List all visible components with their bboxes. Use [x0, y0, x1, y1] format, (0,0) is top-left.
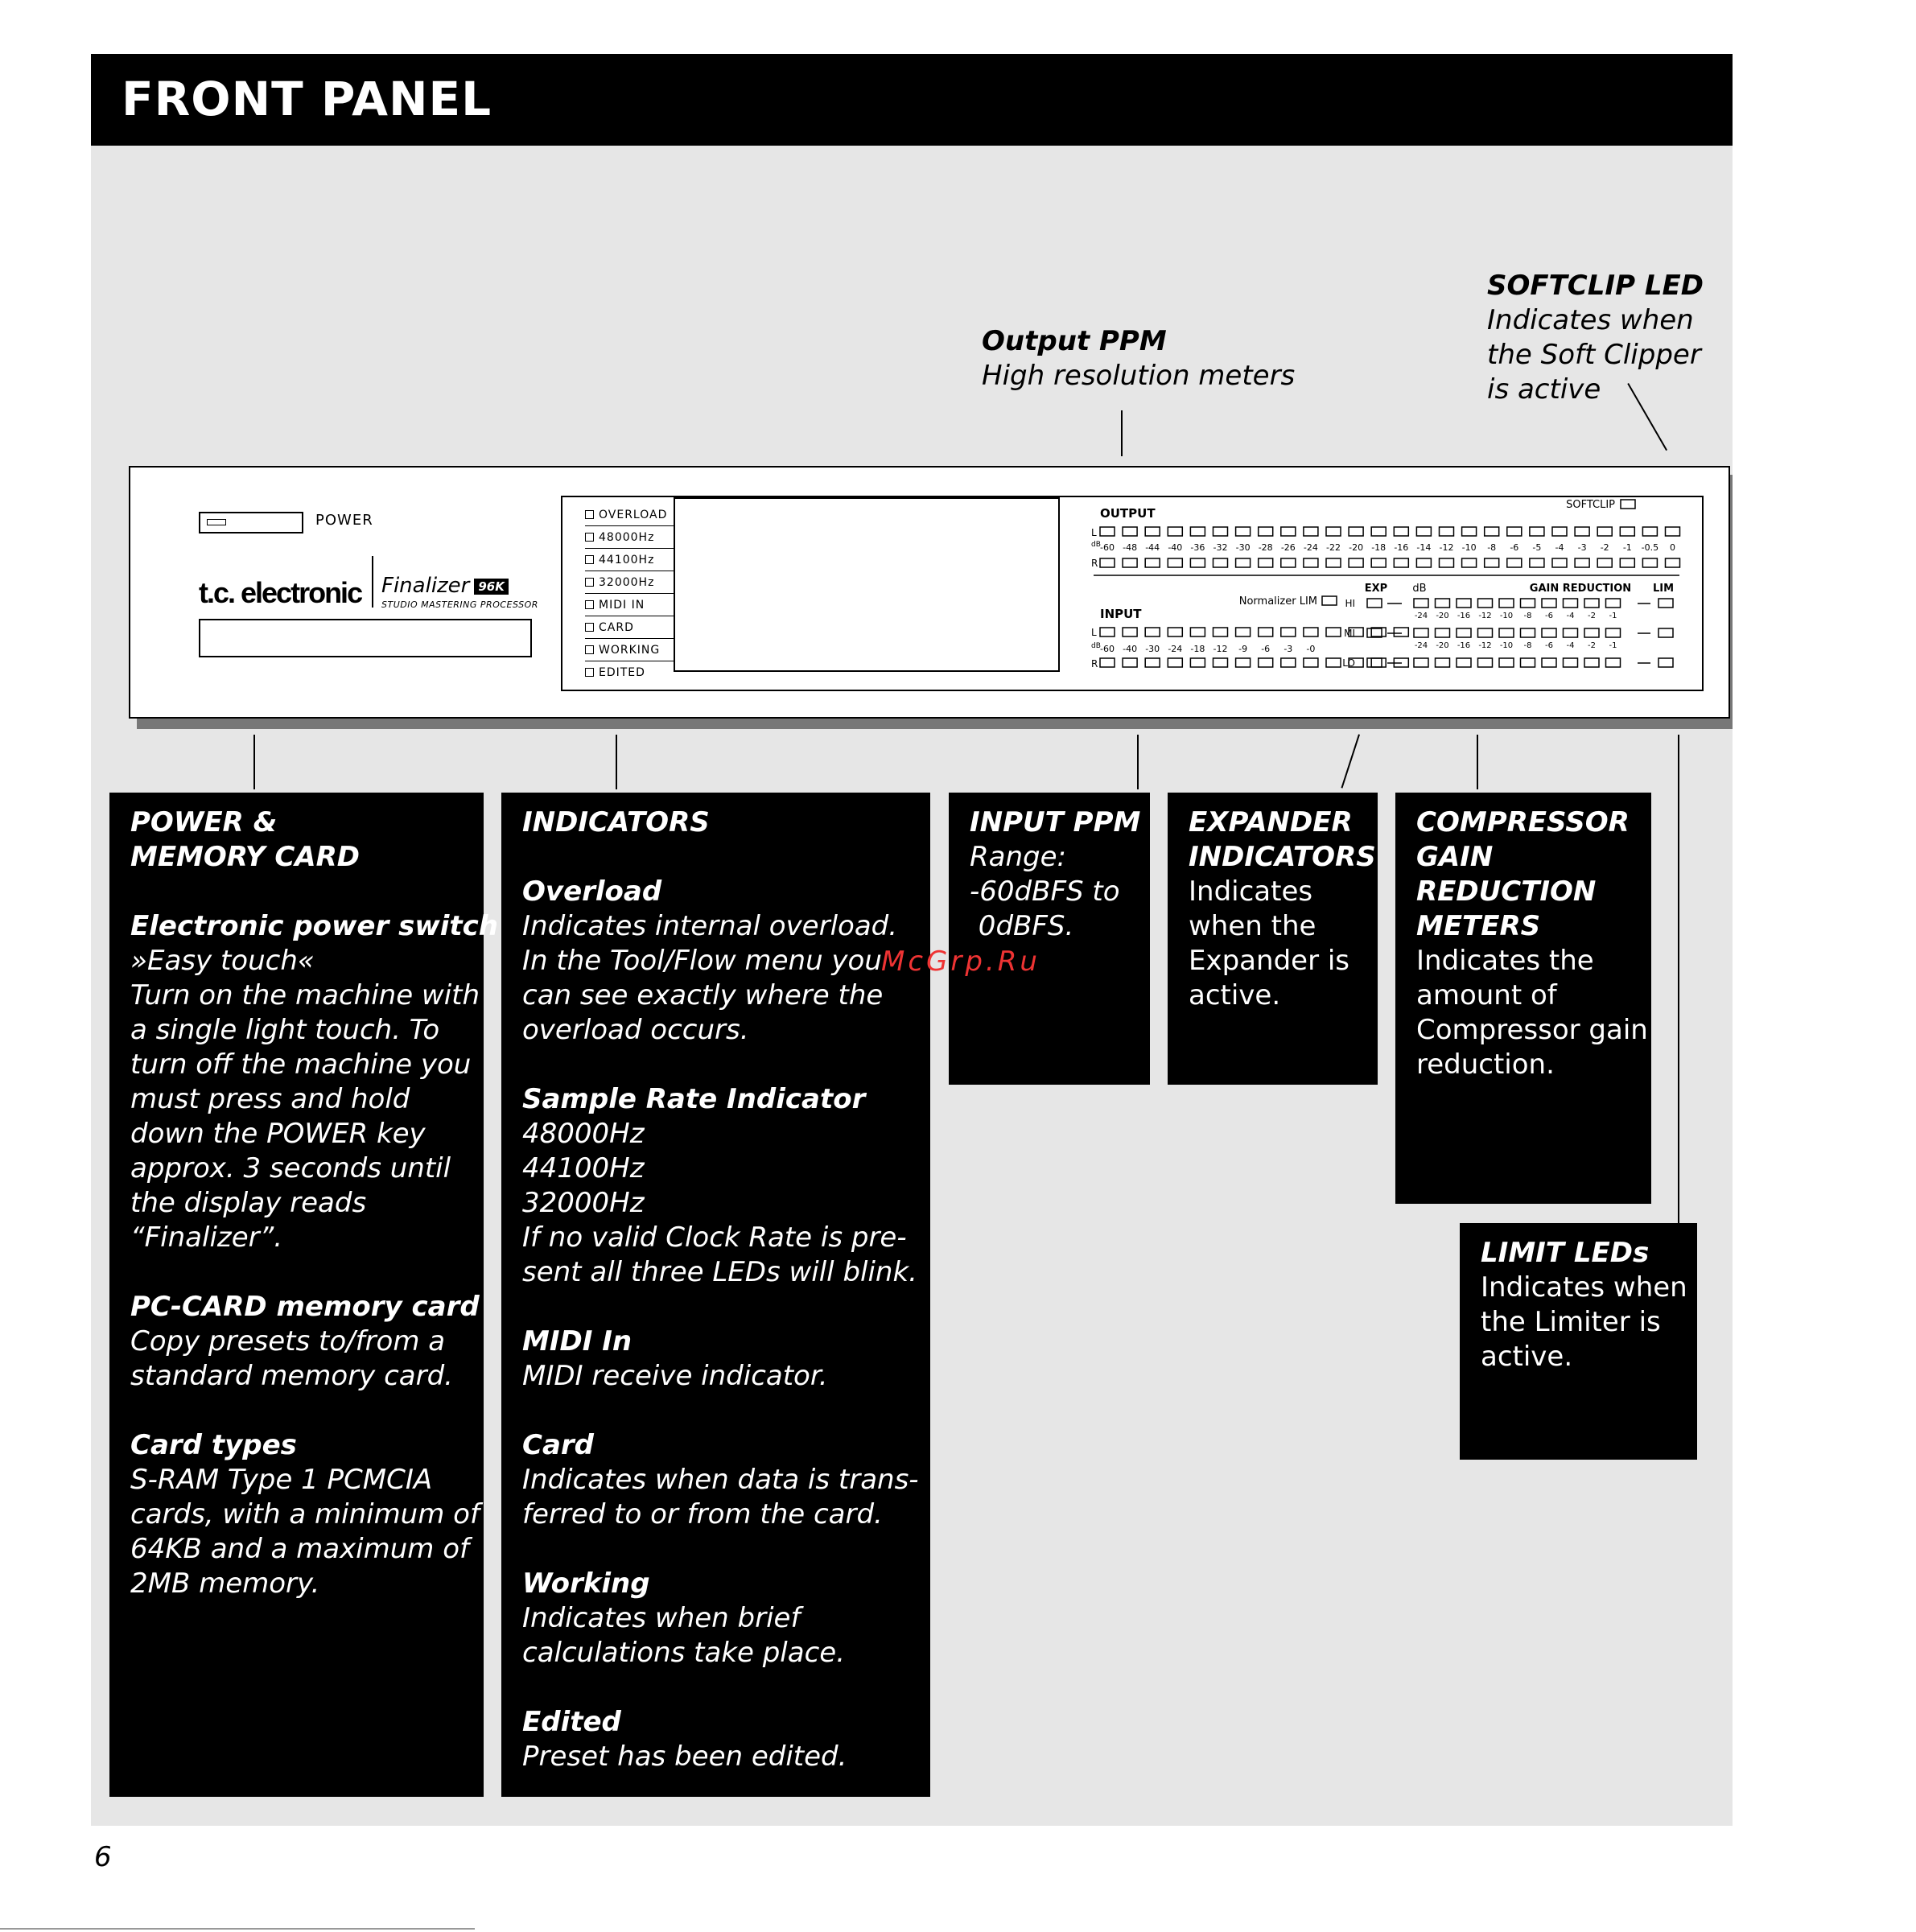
output-led-r [1552, 558, 1567, 567]
input-led-l [1145, 628, 1160, 636]
softclip-line: is active [1487, 373, 1601, 406]
gr-scale-tick: -10 [1499, 612, 1514, 620]
output-led-l [1145, 527, 1160, 536]
gain-reduction-led [1499, 599, 1514, 608]
limit-leader [1678, 735, 1679, 1223]
output-ppm-title: Output PPM [982, 325, 1167, 357]
output-scale-tick: -0.5 [1641, 542, 1659, 553]
expander-box [1168, 793, 1378, 1085]
box-line: Indicates the [1416, 945, 1594, 977]
input-led-r [1236, 658, 1251, 667]
output-scale-tick: -28 [1258, 542, 1273, 553]
header-bar [91, 54, 1733, 146]
normalizer-lim-led [1322, 596, 1337, 605]
front-panel-device [129, 466, 1730, 719]
input-led-l [1123, 628, 1137, 636]
input-led-r [1100, 658, 1115, 667]
section-title: PC-CARD memory card [130, 1291, 480, 1323]
output-led-l [1326, 527, 1341, 536]
model-name [381, 574, 509, 598]
band-label: HI [1345, 598, 1355, 609]
input-scale-tick: -6 [1261, 644, 1271, 654]
gr-db-label: dB [1412, 583, 1427, 595]
box-line: turn off the machine you [130, 1048, 472, 1081]
model-subtitle: STUDIO MASTERING PROCESSOR [381, 599, 538, 610]
box-heading: INDICATORS [1189, 841, 1376, 873]
input-led-l [1168, 628, 1182, 636]
output-scale-tick: -6 [1510, 542, 1519, 553]
indicator-label: 44100Hz [599, 553, 655, 566]
box-line: Compressor gain [1416, 1014, 1648, 1046]
output-led-r [1145, 558, 1160, 567]
output-led-r [1394, 558, 1408, 567]
output-led-l [1666, 527, 1680, 536]
section-title: Card types [130, 1429, 297, 1461]
input-led-l [1236, 628, 1251, 636]
gain-reduction-led [1436, 658, 1450, 667]
input-led-r [1304, 658, 1318, 667]
output-led-l [1485, 527, 1499, 536]
indicator-label: 48000Hz [599, 530, 655, 544]
exp-label: EXP [1364, 583, 1388, 595]
softclip-title: SOFTCLIP LED [1487, 270, 1704, 302]
output-led-r [1281, 558, 1296, 567]
softclip-label: SOFTCLIP [1566, 499, 1615, 511]
output-led-r [1620, 558, 1634, 567]
limit-box [1460, 1223, 1697, 1460]
display-meter-frame [561, 496, 1704, 691]
output-led-r [1100, 558, 1115, 567]
gain-reduction-led [1457, 658, 1471, 667]
output-led-l [1304, 527, 1318, 536]
gr-scale-tick: -6 [1545, 641, 1553, 650]
input-led-r [1145, 658, 1160, 667]
output-led-r [1304, 558, 1318, 567]
box-line: Indicates internal overload. [522, 910, 898, 942]
output-led-r [1507, 558, 1522, 567]
output-scale-tick: -20 [1349, 542, 1364, 553]
output-led-l [1371, 527, 1386, 536]
input-led-r [1123, 658, 1137, 667]
gr-scale-tick: -16 [1457, 612, 1471, 620]
output-led-l [1213, 527, 1228, 536]
output-scale-tick: -60 [1100, 542, 1115, 553]
gain-reduction-led [1499, 628, 1514, 637]
gain-reduction-led [1478, 599, 1493, 608]
expander-led [1367, 599, 1382, 608]
output-scale-tick: -12 [1439, 542, 1454, 553]
box-heading: EXPANDER [1189, 806, 1353, 838]
box-line: S-RAM Type 1 PCMCIA [130, 1464, 433, 1496]
output-led-l [1642, 527, 1657, 536]
output-scale-tick: -2 [1600, 542, 1609, 553]
input-led-l [1100, 628, 1115, 636]
output-channel-l: L [1091, 527, 1097, 538]
gain-reduction-led [1521, 599, 1535, 608]
input-scale-tick: -12 [1213, 644, 1228, 654]
box-line: when the [1189, 910, 1316, 942]
gr-scale-tick: -1 [1609, 612, 1617, 620]
power-button[interactable] [199, 512, 303, 533]
box-line: Turn on the machine with [130, 979, 480, 1011]
box-line: Indicates [1189, 875, 1313, 908]
output-led-l [1190, 527, 1205, 536]
gr-scale-tick: -2 [1588, 641, 1596, 650]
section-title: Electronic power switch [130, 910, 499, 942]
gain-reduction-label: GAIN REDUCTION [1529, 583, 1632, 595]
input-led-l [1213, 628, 1228, 636]
input-led-r [1371, 658, 1386, 667]
output-led-l [1416, 527, 1431, 536]
box-line: 48000Hz [522, 1118, 645, 1150]
box-line: MIDI receive indicator. [522, 1360, 828, 1392]
output-scale-tick: -16 [1394, 542, 1409, 553]
box-line: approx. 3 seconds until [130, 1152, 451, 1184]
output-led-l [1123, 527, 1137, 536]
output-scale-tick: -30 [1235, 542, 1251, 553]
output-scale-tick: -1 [1622, 542, 1632, 553]
output-led-l [1462, 527, 1477, 536]
input-led-r [1326, 658, 1341, 667]
box-heading: INDICATORS [522, 806, 710, 838]
box-line: Range: [970, 841, 1066, 873]
output-led-l [1440, 527, 1454, 536]
box-line: Indicates when brief [522, 1602, 801, 1634]
gr-scale-tick: -2 [1588, 612, 1596, 620]
gain-reduction-led [1478, 658, 1493, 667]
normalizer-label: Normalizer LIM [1238, 595, 1317, 608]
meter-section [562, 497, 1702, 690]
gain-reduction-led [1584, 628, 1599, 637]
input-scale-tick: -0 [1306, 644, 1316, 654]
box-line: down the POWER key [130, 1118, 426, 1150]
output-led-r [1123, 558, 1137, 567]
output-scale-tick: -3 [1577, 542, 1587, 553]
gain-reduction-led [1414, 599, 1428, 608]
limit-led [1658, 628, 1673, 637]
output-scale-tick: -8 [1487, 542, 1497, 553]
gr-scale-tick: -24 [1414, 641, 1428, 650]
input-label: INPUT [1100, 607, 1142, 621]
gr-scale-tick: -24 [1414, 612, 1428, 620]
box-line: Indicates when [1481, 1271, 1687, 1304]
section-title: Edited [522, 1706, 621, 1738]
indicator-label: OVERLOAD [599, 508, 668, 521]
box-heading: POWER & [130, 806, 278, 838]
box-line: can see exactly where the [522, 979, 884, 1011]
gr-scale-tick: -4 [1566, 641, 1575, 650]
output-scale-tick: -4 [1555, 542, 1564, 553]
softclip-callout [1487, 269, 1704, 407]
gain-reduction-led [1521, 628, 1535, 637]
output-label: OUTPUT [1100, 506, 1156, 521]
gain-reduction-led [1542, 658, 1556, 667]
output-led-r [1642, 558, 1657, 567]
output-scale-tick: 0 [1670, 542, 1675, 553]
input-scale-tick: -40 [1123, 644, 1138, 654]
output-led-r [1666, 558, 1680, 567]
box-line: “Finalizer”. [130, 1221, 283, 1254]
model-label: Finalizer [381, 574, 470, 598]
input-scale-tick: -60 [1100, 644, 1115, 654]
box-line: the Limiter is [1481, 1306, 1661, 1338]
input-scale-tick: -9 [1238, 644, 1248, 654]
gain-reduction-led [1542, 628, 1556, 637]
input-scale-tick: -18 [1190, 644, 1205, 654]
output-ppm-callout [982, 324, 1295, 393]
input-led-r [1168, 658, 1182, 667]
input-scale-tick: -24 [1168, 644, 1183, 654]
box-line: sent all three LEDs will blink. [522, 1256, 917, 1288]
output-led-l [1349, 527, 1363, 536]
box-heading: COMPRESSOR [1416, 806, 1630, 838]
box-heading: MEMORY CARD [130, 841, 360, 873]
output-led-r [1575, 558, 1589, 567]
output-led-r [1462, 558, 1477, 567]
box-line: reduction. [1416, 1048, 1555, 1081]
page-number: 6 [94, 1841, 112, 1873]
input-db-label: dB [1091, 642, 1101, 650]
box-line: cards, with a minimum of [130, 1498, 480, 1530]
output-scale-tick: -26 [1280, 542, 1296, 553]
softclip-line: Indicates when [1487, 304, 1694, 336]
power-led-icon [207, 519, 226, 525]
output-led-l [1394, 527, 1408, 536]
indicator-label: EDITED [599, 665, 645, 679]
output-led-r [1371, 558, 1386, 567]
box-line: 44100Hz [522, 1152, 645, 1184]
output-scale-tick: -5 [1532, 542, 1542, 553]
box-heading: LIMIT LEDs [1481, 1237, 1650, 1269]
input-ppm-box [949, 793, 1150, 1085]
band-label: LO [1342, 657, 1355, 669]
box-line: amount of [1416, 979, 1557, 1011]
gr-scale-tick: -12 [1478, 612, 1492, 620]
memory-card-slot[interactable] [199, 619, 532, 657]
box-line: ferred to or from the card. [522, 1498, 883, 1530]
power-label: POWER [315, 512, 373, 529]
input-channel-l: L [1091, 627, 1097, 638]
softclip-led [1621, 500, 1635, 509]
input-ppm-leader [1137, 735, 1139, 789]
gain-reduction-led [1584, 599, 1599, 608]
box-line: the display reads [130, 1187, 367, 1219]
box-line: Preset has been edited. [522, 1740, 847, 1773]
box-line: active. [1481, 1341, 1573, 1373]
box-line: active. [1189, 979, 1281, 1011]
limit-led [1658, 599, 1673, 608]
output-led-r [1326, 558, 1341, 567]
output-led-l [1597, 527, 1612, 536]
gain-reduction-led [1414, 658, 1428, 667]
section-title: Overload [522, 875, 662, 908]
box-line: Copy presets to/from a [130, 1325, 446, 1357]
output-scale-tick: -14 [1416, 542, 1432, 553]
gain-reduction-led [1521, 658, 1535, 667]
input-channel-r: R [1091, 658, 1098, 669]
box-line: calculations take place. [522, 1637, 846, 1669]
output-db-label: dB [1091, 541, 1101, 549]
output-led-l [1530, 527, 1544, 536]
expander-led [1367, 658, 1382, 667]
output-led-l [1281, 527, 1296, 536]
brand-separator [372, 556, 373, 608]
output-led-r [1190, 558, 1205, 567]
box-line: Indicates when data is trans- [522, 1464, 919, 1496]
power-leader [253, 735, 255, 789]
output-channel-r: R [1091, 558, 1098, 569]
indicators-leader [616, 735, 617, 789]
box-heading: GAIN [1416, 841, 1494, 873]
gain-reduction-led [1499, 658, 1514, 667]
limit-led [1658, 658, 1673, 667]
output-led-l [1259, 527, 1273, 536]
gain-reduction-led [1584, 658, 1599, 667]
box-heading: METERS [1416, 910, 1541, 942]
softclip-line: the Soft Clipper [1487, 339, 1701, 371]
band-label: MI [1344, 628, 1355, 639]
input-led-r [1281, 658, 1296, 667]
output-led-r [1349, 558, 1363, 567]
gain-reduction-led [1436, 628, 1450, 637]
box-line: If no valid Clock Rate is pre- [522, 1221, 907, 1254]
output-led-r [1213, 558, 1228, 567]
gain-reduction-led [1564, 599, 1578, 608]
output-scale-tick: -10 [1461, 542, 1477, 553]
output-led-l [1620, 527, 1634, 536]
gr-scale-tick: -20 [1436, 641, 1449, 650]
box-line: 32000Hz [522, 1187, 645, 1219]
box-line: standard memory card. [130, 1360, 453, 1392]
output-led-r [1416, 558, 1431, 567]
gr-scale-tick: -1 [1609, 641, 1617, 650]
output-led-r [1168, 558, 1182, 567]
input-led-l [1281, 628, 1296, 636]
gr-scale-tick: -10 [1499, 641, 1514, 650]
output-led-r [1236, 558, 1251, 567]
model-badge: 96K [474, 579, 509, 595]
input-led-l [1304, 628, 1318, 636]
box-line: must press and hold [130, 1083, 410, 1115]
footer-rule [0, 1928, 475, 1930]
indicator-label: WORKING [599, 643, 661, 657]
gain-reduction-led [1606, 658, 1621, 667]
box-line: In the Tool/Flow menu you [522, 945, 882, 977]
section-title: MIDI In [522, 1325, 632, 1357]
output-scale-tick: -40 [1168, 542, 1183, 553]
gain-reduction-led [1478, 628, 1493, 637]
output-led-r [1440, 558, 1454, 567]
gr-scale-tick: -8 [1523, 612, 1532, 620]
box-line: overload occurs. [522, 1014, 749, 1046]
lim-label: LIM [1652, 583, 1675, 595]
box-line: a single light touch. To [130, 1014, 440, 1046]
brand-logo: t.c. electronic [199, 576, 362, 609]
compressor-box [1395, 793, 1651, 1204]
output-led-r [1259, 558, 1273, 567]
gr-scale-tick: -4 [1566, 612, 1575, 620]
box-line: 2MB memory. [130, 1567, 320, 1600]
watermark: McGrp.Ru [881, 945, 1040, 978]
indicator-label: 32000Hz [599, 575, 655, 589]
output-led-l [1575, 527, 1589, 536]
gain-reduction-led [1457, 628, 1471, 637]
gain-reduction-led [1542, 599, 1556, 608]
indicators-box [501, 793, 930, 1797]
gain-reduction-led [1564, 628, 1578, 637]
box-line: 64KB and a maximum of [130, 1533, 469, 1565]
gain-reduction-led [1457, 599, 1471, 608]
gain-reduction-led [1414, 628, 1428, 637]
gain-reduction-led [1606, 628, 1621, 637]
output-ppm-text: High resolution meters [982, 360, 1296, 392]
input-scale-tick: -30 [1145, 644, 1160, 654]
gain-reduction-led [1436, 599, 1450, 608]
output-ppm-leader [1121, 410, 1123, 456]
gr-scale-tick: -6 [1545, 612, 1553, 620]
output-scale-tick: -18 [1371, 542, 1387, 553]
output-led-l [1236, 527, 1251, 536]
gain-reduction-led [1564, 658, 1578, 667]
section-title: Working [522, 1567, 650, 1600]
page-title: FRONT PANEL [122, 72, 492, 126]
box-line: Expander is [1189, 945, 1350, 977]
output-led-l [1168, 527, 1182, 536]
gain-reduction-led [1606, 599, 1621, 608]
section-title: Sample Rate Indicator [522, 1083, 866, 1115]
input-led-r [1259, 658, 1273, 667]
output-scale-tick: -32 [1213, 542, 1228, 553]
box-line: »Easy touch« [130, 945, 315, 977]
indicator-label: MIDI IN [599, 598, 645, 612]
gr-scale-tick: -12 [1478, 641, 1492, 650]
input-led-l [1326, 628, 1341, 636]
gr-scale-tick: -8 [1523, 641, 1532, 650]
input-led-r [1190, 658, 1205, 667]
output-scale-tick: -24 [1303, 542, 1318, 553]
box-line: 0dBFS. [970, 910, 1074, 942]
compressor-leader [1477, 735, 1478, 789]
output-led-r [1530, 558, 1544, 567]
output-scale-tick: -36 [1190, 542, 1205, 553]
input-led-l [1259, 628, 1273, 636]
gr-scale-tick: -20 [1436, 612, 1449, 620]
box-heading: INPUT PPM [970, 806, 1141, 838]
indicator-label: CARD [599, 620, 634, 634]
output-scale-tick: -22 [1326, 542, 1341, 553]
output-scale-tick: -48 [1123, 542, 1138, 553]
output-led-l [1100, 527, 1115, 536]
gr-scale-tick: -16 [1457, 641, 1471, 650]
output-led-r [1597, 558, 1612, 567]
output-led-l [1552, 527, 1567, 536]
box-heading: REDUCTION [1416, 875, 1597, 908]
input-led-r [1213, 658, 1228, 667]
input-scale-tick: -3 [1284, 644, 1293, 654]
section-title: Card [522, 1429, 595, 1461]
box-line: -60dBFS to [970, 875, 1120, 908]
output-scale-tick: -44 [1145, 542, 1160, 553]
power-memory-box [109, 793, 499, 1797]
output-led-l [1507, 527, 1522, 536]
output-led-r [1485, 558, 1499, 567]
input-led-l [1190, 628, 1205, 636]
input-led-l [1394, 628, 1408, 636]
